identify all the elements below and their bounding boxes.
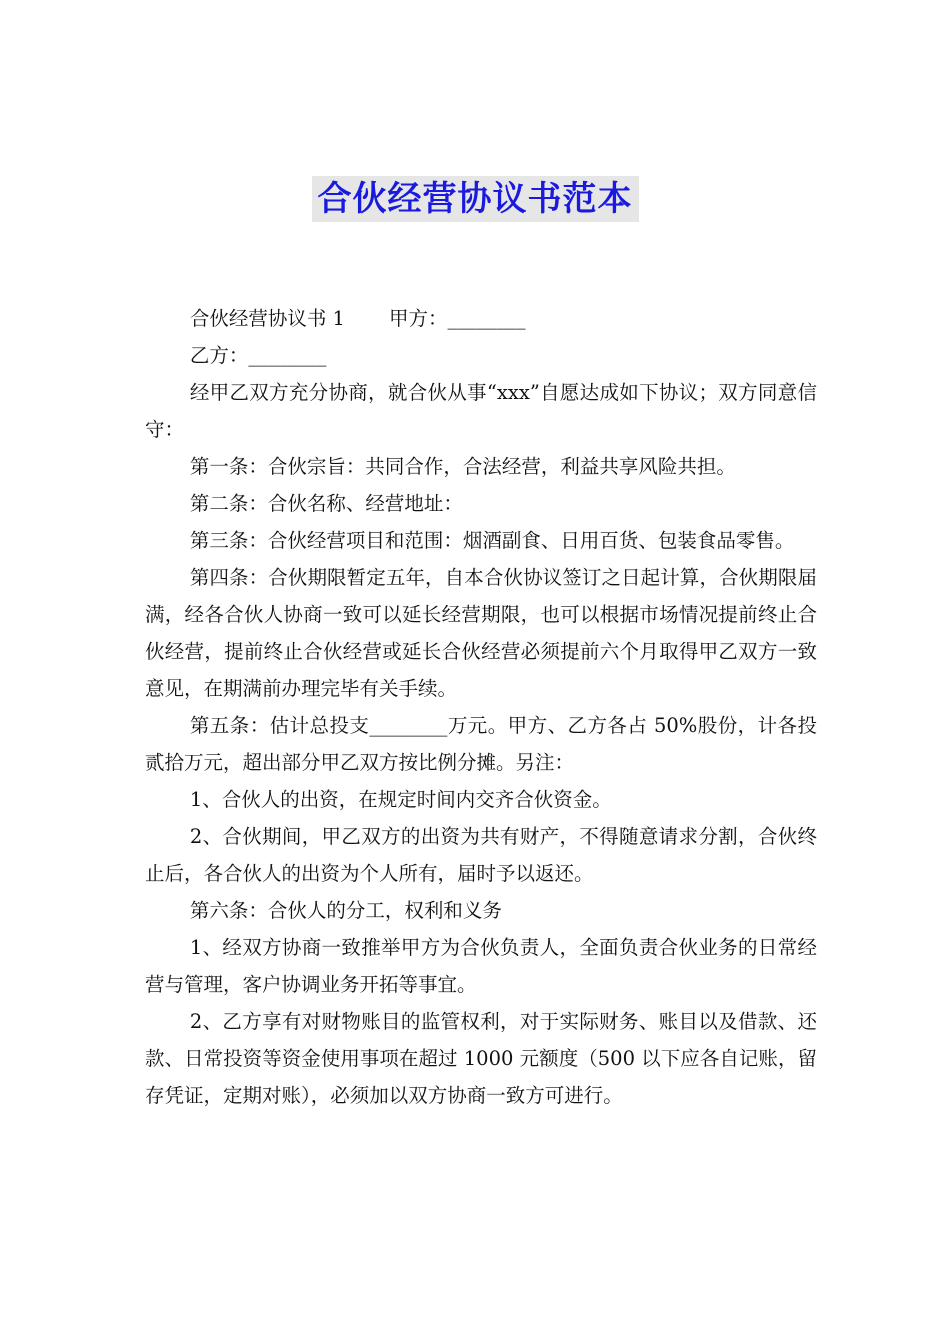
party-a-field: 甲方：________ xyxy=(388,307,526,330)
agreement-number: 合伙经营协议书 1 xyxy=(189,307,345,330)
paragraph-article-5-note-2: 2、合伙期间，甲乙双方的出资为共有财产，不得随意请求分割，合伙终止后，各合伙人的出资为个人所有，届时予以返还。 xyxy=(145,825,817,885)
paragraph-article-3: 第三条：合伙经营项目和范围：烟酒副食、日用百货、包装食品零售。 xyxy=(189,529,795,552)
title-container xyxy=(0,176,950,222)
paragraph-article-5: 第五条：估计总投支________万元。甲方、乙方各占 50%股份，计各投贰拾万元，超出部分甲乙双方按比例分摊。另注： xyxy=(145,714,817,774)
party-b-field: 乙方：________ xyxy=(189,344,327,367)
paragraph-article-6: 第六条：合伙人的分工，权利和义务 xyxy=(189,899,502,922)
paragraph-article-5-note-1: 1、合伙人的出资，在规定时间内交齐合伙资金。 xyxy=(189,788,612,811)
paragraph-article-6-item-2: 2、乙方享有对财物账目的监管权利，对于实际财务、账目以及借款、还款、日常投资等资金使用事项在超过 1000 元额度（500 以下应各自记账，留存凭证，定期对账），必须加以双方协商一致方可进行。 xyxy=(145,1010,817,1107)
paragraph-preamble: 经甲乙双方充分协商，就合伙从事“xxx”自愿达成如下协议；双方同意信守： xyxy=(145,381,817,441)
document-title: 合伙经营协议书范本 xyxy=(312,176,639,222)
paragraph-article-2: 第二条：合伙名称、经营地址： xyxy=(189,492,463,515)
paragraph-header-line xyxy=(145,300,817,337)
document-body xyxy=(145,300,817,1114)
paragraph-article-6-item-1: 1、经双方协商一致推举甲方为合伙负责人，全面负责合伙业务的日常经营与管理，客户协调业务开拓等事宜。 xyxy=(145,936,817,996)
paragraph-article-1: 第一条：合伙宗旨：共同合作，合法经营，利益共享风险共担。 xyxy=(189,455,736,478)
paragraph-article-4: 第四条：合伙期限暂定五年，自本合伙协议签订之日起计算，合伙期限届满，经各合伙人协商一致可以延长经营期限，也可以根据市场情况提前终止合伙经营，提前终止合伙经营或延长合伙经营必须提前六个月取得甲乙双方一致意见，在期满前办理完毕有关手续。 xyxy=(145,566,817,700)
